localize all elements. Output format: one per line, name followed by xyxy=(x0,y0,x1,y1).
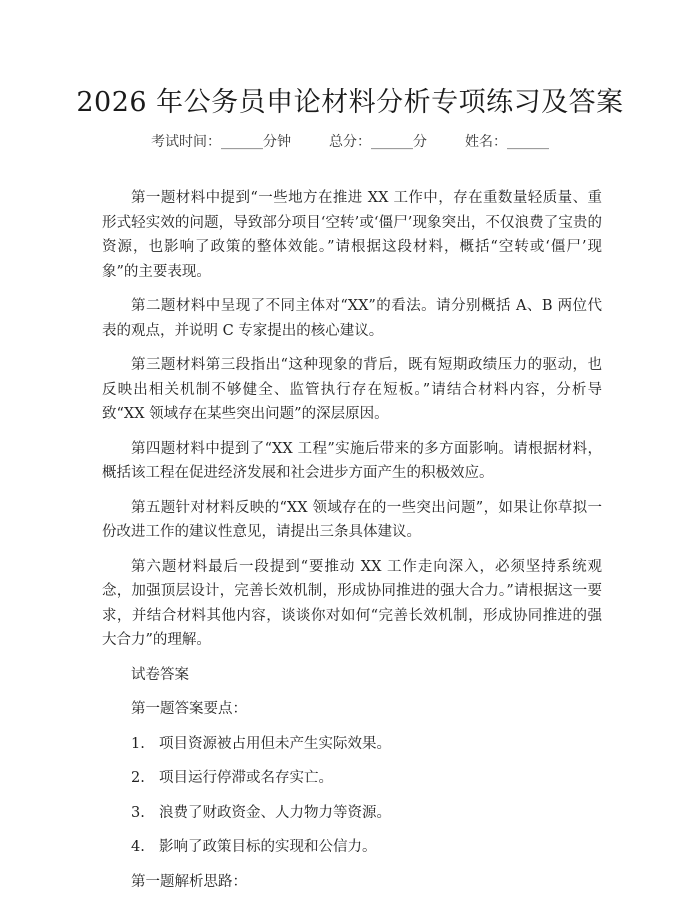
list-text: 项目运行停滞或名存实亡。 xyxy=(159,770,333,786)
list-item xyxy=(102,801,602,826)
exam-meta xyxy=(0,131,700,151)
total-score-field: 总分：______分 xyxy=(329,134,427,150)
exam-time-field: 考试时间：______分钟 xyxy=(151,134,291,150)
answer-heading: 试卷答案 xyxy=(131,666,189,683)
question-4: 第四题材料中提到了“XX 工程”实施后带来的多方面影响。请根据材料，概括该工程在促进经济发展和社会进步方面产生的积极效应。 xyxy=(102,440,602,481)
list-item xyxy=(102,835,602,860)
list-text: 项目资源被占用但未产生实际效果。 xyxy=(159,735,391,752)
list-number: 2. xyxy=(131,770,145,786)
name-field: 姓名：______ xyxy=(465,134,549,150)
q1-answer-heading: 第一题答案要点： xyxy=(131,701,247,717)
document-body xyxy=(102,186,602,904)
question-3: 第三题材料第三段指出“这种现象的背后，既有短期政绩压力的驱动，也反映出相关机制不够健全、监管执行存在短板。”请结合材料内容，分析导致“XX 领域存在某些突出问题”的深层原因。 xyxy=(102,357,602,422)
list-number: 3. xyxy=(131,804,145,821)
list-item xyxy=(102,766,602,791)
list-item xyxy=(102,732,602,757)
page-title: 2026 年公务员申论材料分析专项练习及答案 xyxy=(76,87,624,118)
q1-analysis-heading: 第一题解析思路： xyxy=(131,873,247,890)
question-1: 第一题材料中提到“一些地方在推进 XX 工作中，存在重数量轻质量、重形式轻实效的问题，导致部分项目‘空转’或‘僵尸’现象突出，不仅浪费了宝贵的资源，也影响了政策的整体效能。”请根据这段材料，概括“空转或‘僵尸’现象”的主要表现。 xyxy=(102,190,602,280)
list-number: 4. xyxy=(131,839,145,855)
list-text: 浪费了财政资金、人力物力等资源。 xyxy=(159,804,391,821)
list-text: 影响了政策目标的实现和公信力。 xyxy=(159,839,377,855)
list-number: 1. xyxy=(131,735,145,752)
question-6: 第六题材料最后一段提到“要推动 XX 工作走向深入，必须坚持系统观念，加强顶层设计，完善长效机制，形成协同推进的强大合力。”请根据这一要求，并结合材料其他内容，谈谈你对如何“完善长效机制，形成协同推进的强大合力”的理解。 xyxy=(102,558,602,648)
question-5: 第五题针对材料反映的“XX 领域存在的一些突出问题”，如果让你草拟一份改进工作的建议性意见，请提出三条具体建议。 xyxy=(102,499,602,540)
question-2: 第二题材料中呈现了不同主体对“XX”的看法。请分别概括 A、B 两位代表的观点，并说明 C 专家提出的核心建议。 xyxy=(102,298,602,339)
